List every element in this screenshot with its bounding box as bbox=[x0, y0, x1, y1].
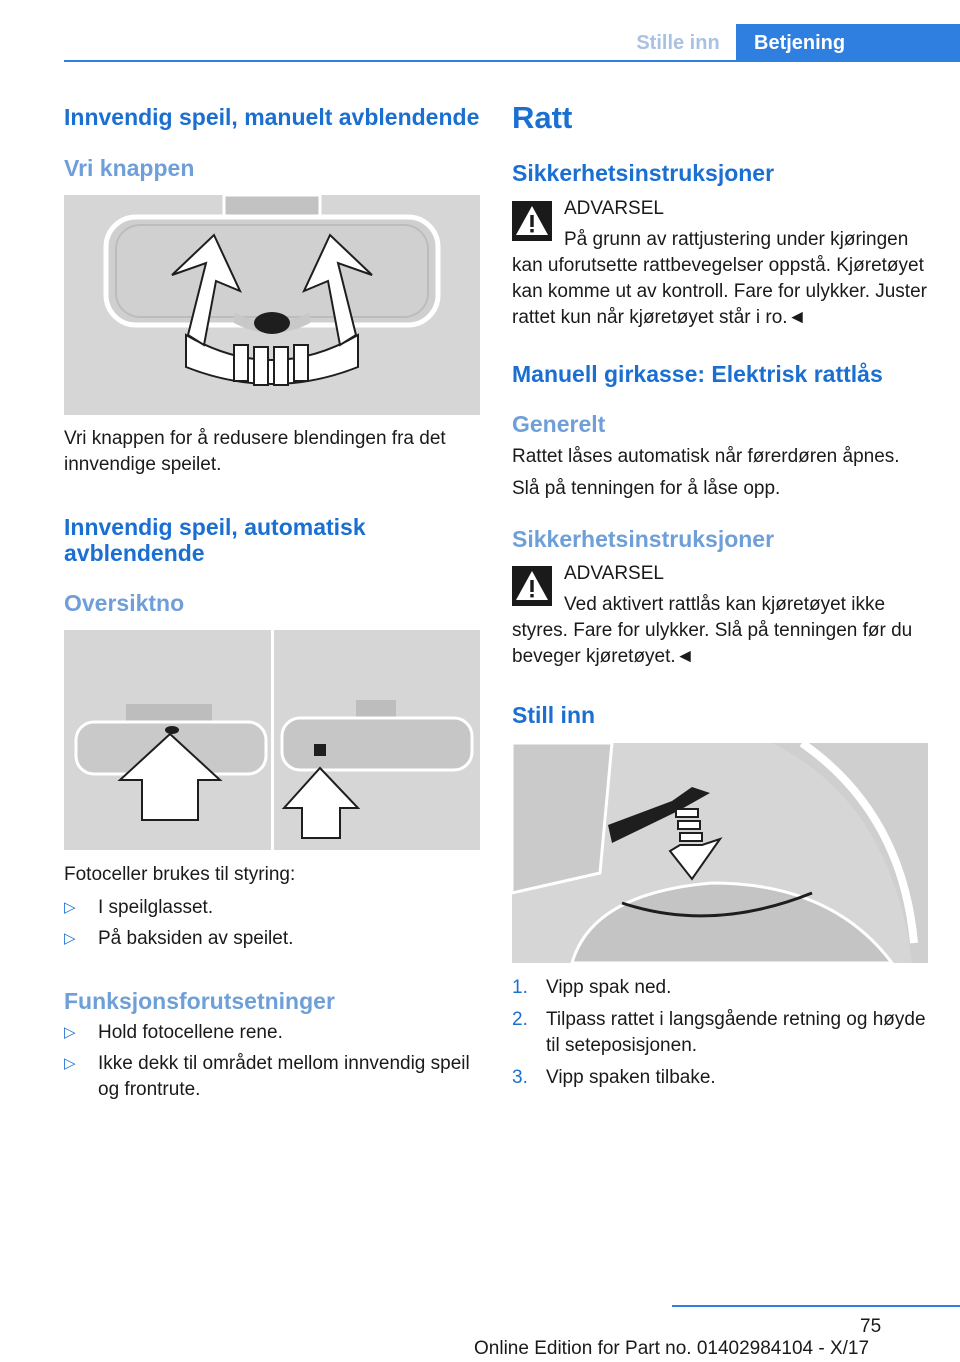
triangle-right-bullet-icon: ▷ bbox=[64, 930, 76, 947]
list-item: 3. Vipp spaken tilbake. bbox=[512, 1067, 716, 1088]
warning-body: På grunn av rattjustering under kjøringen kan uforutsette rattbevegelser oppstå. Kjøretøyet kan komme ut av kontroll. Fare for ulykker. Juster rattet kun når kjøretøyet står i ro.◄ bbox=[512, 229, 927, 328]
header-rule bbox=[64, 60, 960, 62]
warning-box-1 bbox=[512, 197, 928, 337]
warning-title: ADVARSEL bbox=[564, 563, 664, 584]
heading-manual-gearbox: Manuell girkasse: Elektrisk rattlås bbox=[512, 361, 883, 387]
footer-edition: Online Edition for Part no. 01402984104 - X/17 bbox=[474, 1338, 870, 1359]
footer-rule bbox=[672, 1305, 960, 1307]
list-item: 1. Vipp spak ned. bbox=[512, 977, 672, 998]
paragraph-turn-knob: Vri knappen for å redusere blendingen fra det innvendige speilet. bbox=[64, 428, 446, 475]
heading-overview: Oversiktno bbox=[64, 590, 185, 616]
heading-safety-2: Sikkerhetsinstruksjoner bbox=[512, 526, 775, 552]
heading-requirements: Funksjonsforutsetninger bbox=[64, 988, 335, 1014]
header-chapter-tab: Betjening bbox=[736, 24, 960, 62]
heading-auto-mirror: Innvendig speil, automatisk avblendende bbox=[64, 514, 366, 566]
heading-safety-1: Sikkerhetsinstruksjoner bbox=[512, 160, 775, 186]
figure-manual-mirror bbox=[64, 195, 480, 415]
warning-box-2 bbox=[512, 562, 928, 672]
list-item: ▷ Hold fotocellene rene. bbox=[64, 1020, 480, 1046]
heading-general: Generelt bbox=[512, 411, 606, 437]
heading-manual-mirror: Innvendig speil, manuelt avblendende bbox=[64, 104, 480, 130]
triangle-right-bullet-icon: ▷ bbox=[64, 899, 76, 916]
warning-title: ADVARSEL bbox=[564, 198, 664, 219]
paragraph-photocells: Fotoceller brukes til styring: bbox=[64, 864, 296, 885]
list-item: ▷ I speilglasset. bbox=[64, 895, 480, 921]
triangle-right-bullet-icon: ▷ bbox=[64, 1024, 76, 1041]
page-number: 75 bbox=[860, 1316, 882, 1337]
list-item: 2. Tilpass rattet i langsgående retning og høyde til seteposisjonen. bbox=[512, 1009, 926, 1056]
heading-turn-knob: Vri knappen bbox=[64, 155, 195, 181]
list-item: ▷ Ikke dekk til området mellom innvendig speil og frontrute. bbox=[64, 1053, 470, 1100]
heading-adjust: Still inn bbox=[512, 702, 596, 728]
figure-steering-lever bbox=[512, 743, 928, 963]
heading-ratt: Ratt bbox=[512, 100, 573, 135]
warning-body: Ved aktivert rattlås kan kjøretøyet ikke styres. Fare for ulykker. Slå på tenningen før du beveger kjøretøyet.◄ bbox=[512, 594, 913, 667]
paragraph-general-1: Rattet låses automatisk når førerdøren åpnes. bbox=[512, 446, 900, 467]
triangle-right-bullet-icon: ▷ bbox=[64, 1055, 76, 1072]
figure-auto-mirror bbox=[64, 630, 480, 850]
list-item: ▷ På baksiden av speilet. bbox=[64, 926, 480, 952]
paragraph-general-2: Slå på tenningen for å låse opp. bbox=[512, 478, 781, 499]
header-section-label: Stille inn bbox=[636, 32, 720, 54]
